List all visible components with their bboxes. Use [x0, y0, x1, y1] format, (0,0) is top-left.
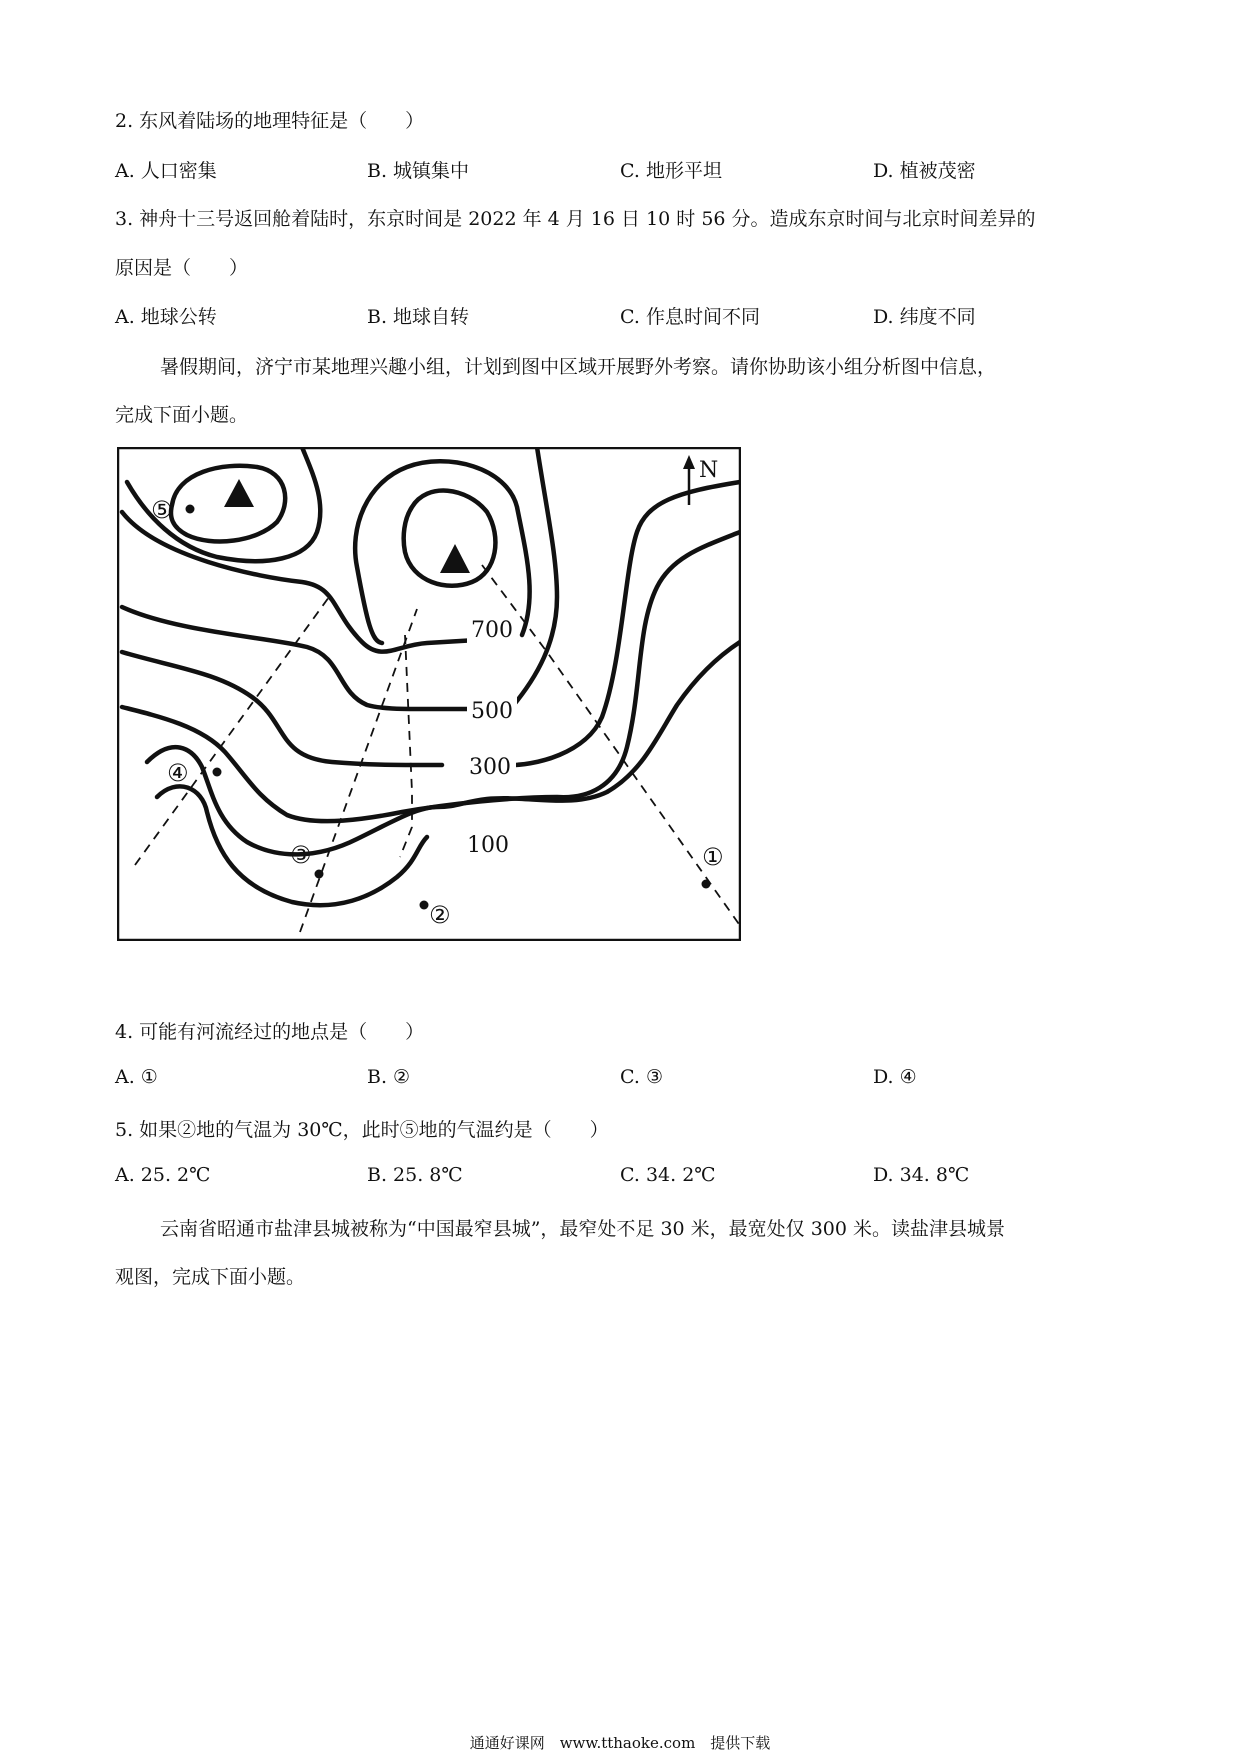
point-2-dot	[420, 901, 429, 910]
question-3-stem-line-2: 原因是（ ）	[115, 257, 249, 279]
question-3-option-b: B. 地球自转	[367, 306, 470, 328]
question-2-option-a: A. 人口密集	[115, 160, 217, 182]
contour-map	[117, 447, 741, 941]
question-4-option-b: B. ②	[367, 1066, 411, 1088]
question-4-option-a: A. ①	[115, 1066, 158, 1088]
map-frame	[118, 448, 740, 940]
point-5-dot	[186, 505, 195, 514]
question-3-stem-line-1: 3. 神舟十三号返回舱着陆时，东京时间是 2022 年 4 月 16 日 10 时 56 分。造成东京时间与北京时间差异的	[115, 208, 1036, 230]
question-5-option-b: B. 25. 8℃	[367, 1164, 463, 1186]
question-2-stem: 2. 东风着陆场的地理特征是（ ）	[115, 110, 425, 132]
point-label-3: ③	[290, 841, 312, 869]
question-4-stem: 4. 可能有河流经过的地点是（ ）	[115, 1021, 425, 1043]
north-label: N	[699, 458, 719, 483]
intro-paragraph-2-line-1: 云南省昭通市盐津县城被称为“中国最窄县城”，最窄处不足 30 米，最宽处仅 300 米。读盐津县城景	[160, 1218, 1006, 1240]
question-5-option-d: D. 34. 8℃	[873, 1164, 970, 1186]
point-label-1: ①	[702, 843, 724, 871]
intro-paragraph-2-line-2: 观图，完成下面小题。	[115, 1266, 306, 1288]
question-4-option-c: C. ③	[620, 1066, 663, 1088]
intro-paragraph-1-line-1: 暑假期间，济宁市某地理兴趣小组，计划到图中区域开展野外考察。请你协助该小组分析图中信息，	[160, 356, 997, 378]
point-label-4: ④	[167, 759, 189, 787]
question-3-option-a: A. 地球公转	[115, 306, 217, 328]
point-label-5: ⑤	[151, 496, 173, 524]
point-1-dot	[702, 880, 711, 889]
question-3-option-d: D. 纬度不同	[873, 306, 976, 328]
point-3-dot	[315, 870, 324, 879]
question-5-option-a: A. 25. 2℃	[115, 1164, 211, 1186]
question-5-stem: 5. 如果②地的气温为 30℃，此时⑤地的气温约是（ ）	[115, 1119, 609, 1141]
question-2-option-c: C. 地形平坦	[620, 160, 722, 182]
page-footer: 通通好课网 www.tthaoke.com 提供下载	[469, 1734, 771, 1752]
point-label-2: ②	[429, 901, 451, 929]
point-4-dot	[213, 768, 222, 777]
question-3-option-c: C. 作息时间不同	[620, 306, 760, 328]
contour-label-500: 500	[471, 699, 513, 724]
intro-paragraph-1-line-2: 完成下面小题。	[115, 404, 249, 426]
question-4-option-d: D. ④	[873, 1066, 917, 1088]
question-2-option-d: D. 植被茂密	[873, 160, 976, 182]
question-2-option-b: B. 城镇集中	[367, 160, 470, 182]
contour-label-700: 700	[471, 618, 513, 643]
contour-label-100: 100	[467, 833, 509, 858]
question-5-option-c: C. 34. 2℃	[620, 1164, 716, 1186]
contour-label-300: 300	[469, 755, 511, 780]
